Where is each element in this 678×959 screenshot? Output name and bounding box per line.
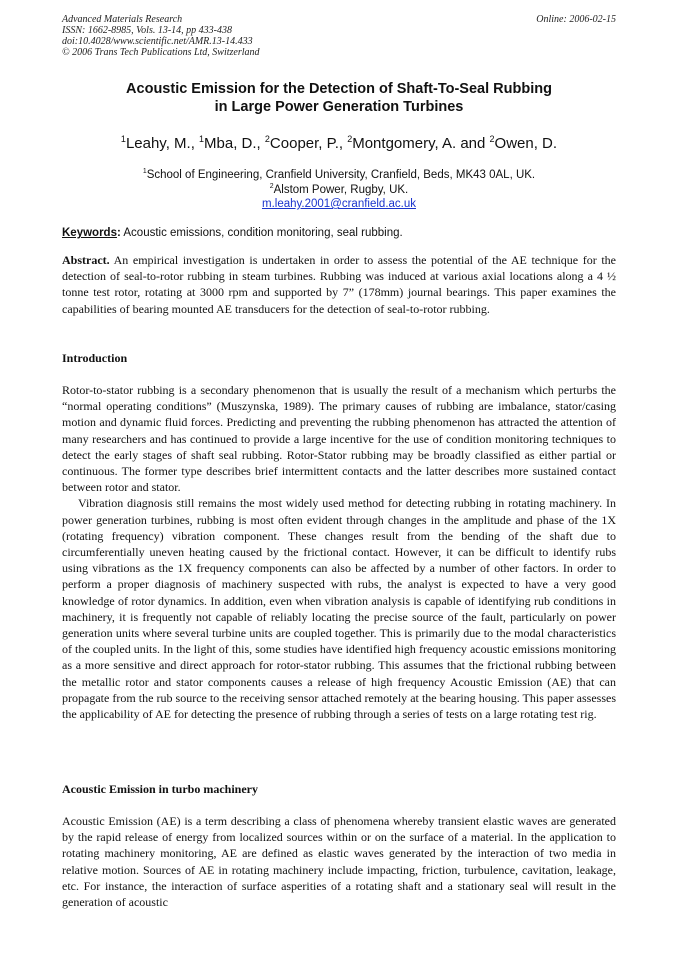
author-list	[40, 134, 638, 154]
author-4-affil: 2	[347, 134, 353, 144]
affiliation-2	[40, 183, 638, 198]
abstract	[62, 252, 616, 317]
journal-header	[62, 14, 616, 58]
affiliation-1-sup: 1	[142, 168, 147, 176]
email-row	[40, 197, 638, 212]
journal-name: Advanced Materials Research	[62, 14, 183, 25]
introduction-heading: Introduction	[62, 351, 128, 365]
ae-paragraph-1: Acoustic Emission (AE) is a term describing a class of phenomena whereby transient elastic waves are generated by the rapid release of energy from localized sources within or on the surface of a material. In the application to rotating machinery monitoring, AE are defined as elastic waves generated by the interaction of two media in relative motion. Sources of AE in rotating machinery include impacting, friction, turbulence, cavitation, leakage, etc. For instance, the interaction of surface asperities of a rotating shaft and a stationary seal will result in the generation of acoustic	[62, 814, 616, 910]
affiliation-1	[40, 168, 638, 183]
paper-title	[40, 80, 638, 116]
email-link[interactable]: m.leahy.2001@cranfield.ac.uk	[261, 198, 416, 210]
ae-section-body	[62, 813, 616, 910]
affiliation-1-text: School of Engineering, Cranfield University, Cranfield, Beds, MK43 0AL, UK.	[146, 169, 536, 181]
author-3: Cooper, P.,	[269, 135, 348, 152]
abstract-label: Abstract.	[62, 253, 110, 267]
title-line-2: in Large Power Generation Turbines	[214, 99, 464, 115]
keywords-label: Keywords	[62, 227, 117, 239]
author-3-affil: 2	[264, 134, 270, 144]
author-5: Owen, D.	[494, 135, 558, 152]
author-1: Leahy, M.,	[125, 135, 200, 152]
author-2-affil: 1	[199, 134, 205, 144]
doi-line: doi:10.4028/www.scientific.net/AMR.13-14.433	[62, 36, 253, 47]
affiliations	[40, 168, 638, 212]
keywords	[62, 226, 616, 240]
online-date: Online: 2006-02-15	[536, 14, 616, 25]
keywords-colon: :	[116, 227, 121, 239]
affiliation-2-text: Alstom Power, Rugby, UK.	[273, 183, 409, 196]
title-line-1: Acoustic Emission for the Detection of Shaft-To-Seal Rubbing	[126, 81, 552, 97]
author-5-affil: 2	[489, 134, 495, 144]
copyright-line: © 2006 Trans Tech Publications Ltd, Switzerland	[62, 47, 260, 58]
issn-line: ISSN: 1662-8985, Vols. 13-14, pp 433-438	[62, 25, 232, 36]
keywords-text: Acoustic emissions, condition monitoring, seal rubbing.	[120, 227, 403, 239]
abstract-text: An empirical investigation is undertaken in order to assess the potential of the AE technique for the detection of seal-to-rotor rubbing in steam turbines. Rubbing was induced at various axial locations along a 4 ½ tonne test rotor, rotating at 3000 rpm and supported by 7” (178mm) journal bearings. This paper examines the capabilities of bearing mounted AE transducers for the detection of seal-to-rotor rubbing.	[62, 253, 616, 316]
intro-paragraph-1: Rotor-to-stator rubbing is a secondary phenomenon that is usually the result of a mechanism which perturbs the “normal operating conditions” (Muszynska, 1989). The primary causes of rubbing are imbalance, stator/casing motion and dynamic fluid forces. Predicting and preventing the rubbing phenomenon has attracted the attention of many researchers and has continued to provide a large incentive for the use of condition monitoring techniques to detect the early stages of shaft seal rubbing. Rotor-Stator rubbing may be broadly classified as either partial or continuous. The former type describes brief intermittent contacts and the latter describes more sustained contact between rotor and stator.	[62, 383, 616, 495]
affiliation-2-sup: 2	[269, 182, 274, 190]
ae-section-heading: Acoustic Emission in turbo machinery	[62, 782, 259, 796]
author-1-affil: 1	[120, 134, 126, 144]
intro-paragraph-2: Vibration diagnosis still remains the most widely used method for detecting rubbing in rotating machinery. In power generation turbines, rubbing is most often evident through changes in the amplitude and phase of the 1X (rotating frequency) vibration component. These changes result from the bending of the shaft due to circumferentially uneven heating caused by the frictional contact. However, it can be difficult to identify rubs using vibrations as the 1X frequency components can also be affected by a number of other factors. In order to perform a proper diagnosis of machinery suspected with rubs, the analyst is expected to have a very good knowledge of rotor dynamics. In addition, even when vibration analysis is capable of identifying rub conditions in machinery, it is frequently not capable of reliably locating the precise source of the fault, particularly on power generation units where several turbine units are coupled together. This is primarily due to the modal characteristics of the coupled units. In the light of this, some studies have identified high frequency acoustic emissions monitoring as a more sensitive and direct approach for rotor-stator rubbing. This assumes that the frictional rubbing between the metallic rotor and stator components causes a release of high frequency Acoustic Emission (AE) that can propagate from the rub source to the receiving sensor attached remotely at the bearing housing. This paper assesses the applicability of AE for detecting the presence of rubbing through a series of tests on a large rotating test rig.	[62, 496, 616, 722]
author-2: Mba, D.,	[204, 135, 265, 152]
introduction-body	[62, 382, 616, 722]
author-4: Montgomery, A. and	[352, 135, 490, 152]
